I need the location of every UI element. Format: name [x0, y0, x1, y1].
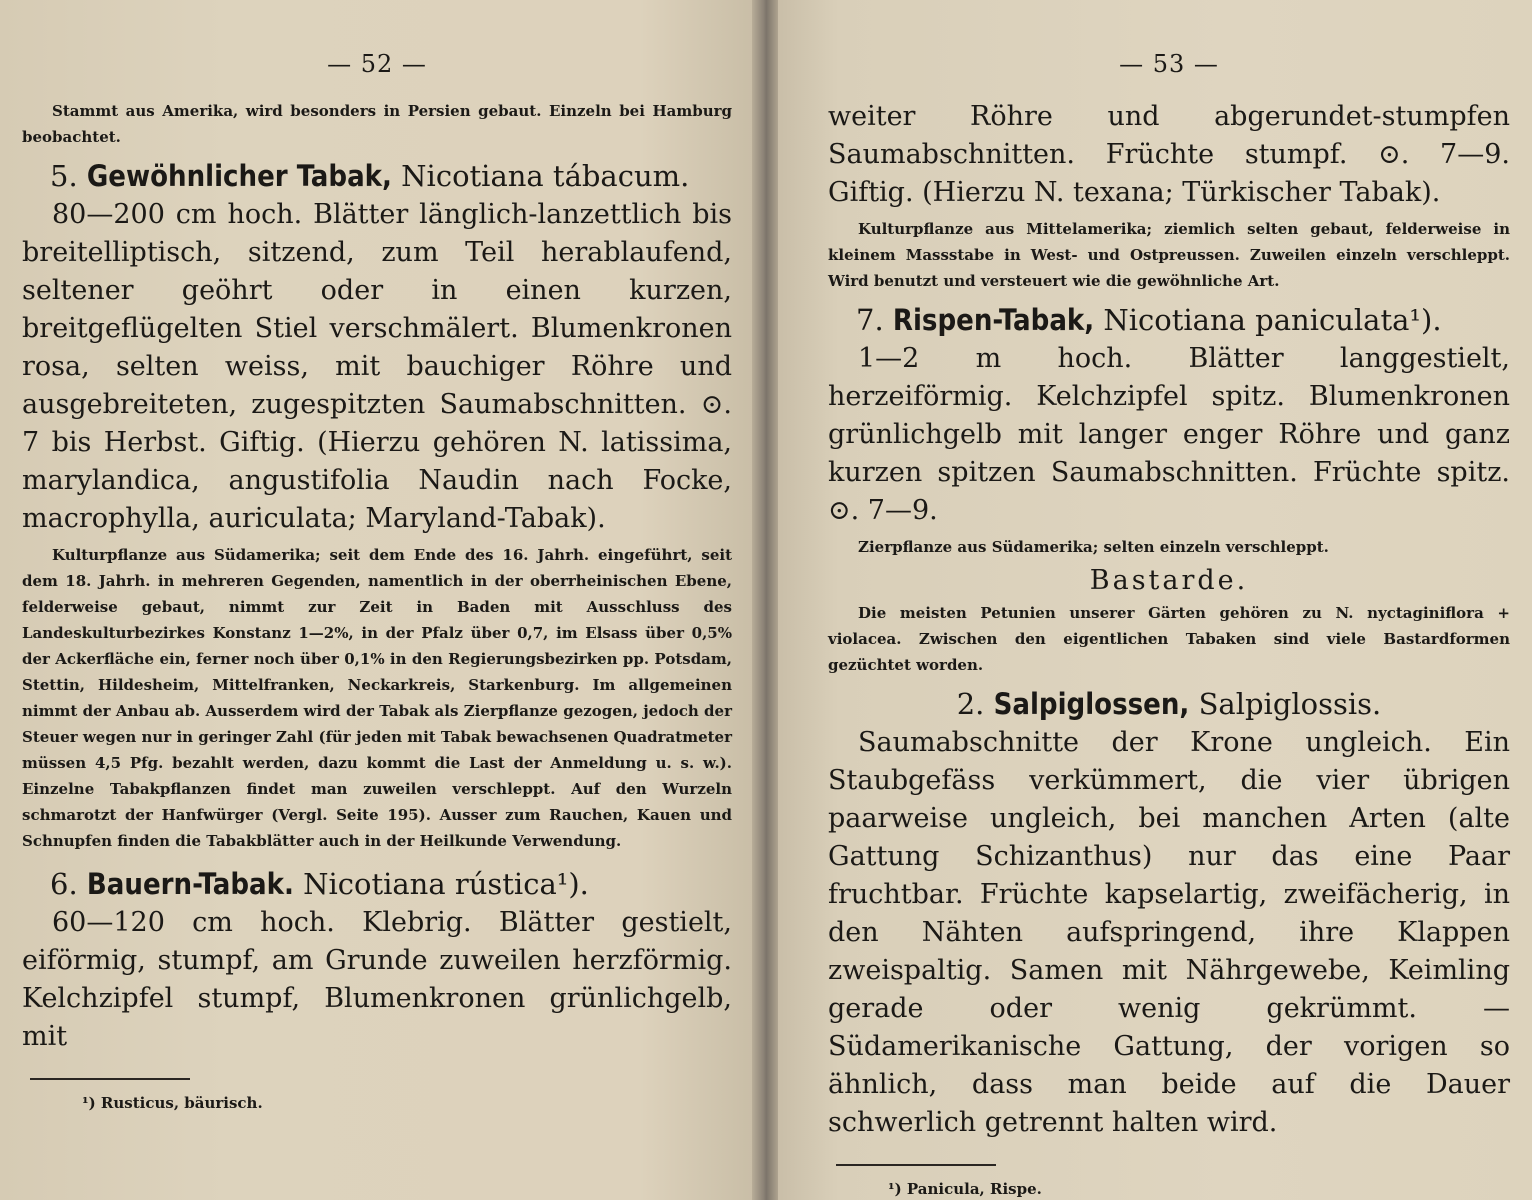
species-heading-6	[22, 864, 732, 904]
species-heading-5	[22, 156, 732, 196]
intro-note: Stammt aus Amerika, wird besonders in Persien gebaut. Einzeln bei Hamburg beobachtet.	[22, 102, 732, 146]
page-number: — 52 —	[327, 50, 427, 78]
page-number: — 53 —	[1119, 50, 1219, 78]
species-latin: Nicotiana rústica¹).	[303, 867, 589, 901]
species-name: Rispen-Tabak,	[892, 303, 1095, 337]
footnote: ¹) Rusticus, bäurisch.	[82, 1094, 263, 1112]
species-note: Zierpflanze aus Südamerika; selten einzeln verschleppt.	[858, 538, 1329, 556]
species-number: 7.	[856, 303, 884, 337]
species-description: 1—2 m hoch. Blätter langgestielt, herzeiförmig. Kelchzipfel spitz. Blumenkronen grünlichgelb mit langer enger Röhre und ganz kurzen spitzen Saumabschnitten. Früchte spitz. ⊙. 7—9.	[828, 343, 1510, 526]
species-number: 6.	[50, 867, 78, 901]
section-heading-bastarde: Bastarde.	[1089, 565, 1249, 596]
genus-heading-2	[828, 684, 1510, 724]
species-latin: Nicotiana paniculata¹).	[1103, 303, 1442, 337]
book-gutter	[752, 0, 778, 1200]
genus-latin: Salpiglossis.	[1198, 687, 1382, 721]
species-name: Bauern-Tabak.	[86, 867, 294, 901]
species-latin: Nicotiana tábacum.	[401, 159, 690, 193]
footnote-rule	[30, 1078, 190, 1080]
footnote-rule	[836, 1164, 996, 1166]
bastarde-note: Die meisten Petunien unserer Gärten gehören zu N. nyctaginiflora + violacea. Zwischen den eigentlichen Tabaken sind viele Bastardformen gezüchtet worden.	[828, 604, 1510, 674]
species-note: Kulturpflanze aus Südamerika; seit dem Ende des 16. Jahrh. eingeführt, seit dem 18. Jahrh. in mehreren Gegenden, namentlich in der oberrheinischen Ebene, felderweise gebaut, nimmt zur Zeit in Baden mit Ausschluss des Landeskulturbezirkes Konstanz 1—2%, in der Pfalz über 0,7, im Elsass über 0,5% der Ackerfläche ein, ferner noch über 0,1% in den Regierungsbezirken pp. Potsdam, Stettin, Hildesheim, Mittelfranken, Neckarkreis, Starkenburg. Im allgemeinen nimmt der Anbau ab. Ausserdem wird der Tabak als Zierpflanze gezogen, jedoch der Steuer wegen nur in geringer Zahl (für jeden mit Tabak bewachsenen Quadratmeter müssen 4,5 Pfg. bezahlt werden, dazu kommt die Last der Anmeldung u. s. w.). Einzelne Tabakpflanzen findet man zuweilen verschleppt. Auf den Wurzeln schmarotzt der Hanfwürger (Vergl. Seite 195). Ausser zum Rauchen, Kauen und Schnupfen finden die Tabakblätter auch in der Heilkunde Verwendung.	[22, 546, 732, 850]
species-description: 80—200 cm hoch. Blätter länglich-lanzettlich bis breitelliptisch, sitzend, zum Teil herablaufend, seltener geöhrt oder in einen kurzen, breitgeflügelten Stiel verschmälert. Blumenkronen rosa, selten weiss, mit bauchiger Röhre und ausgebreiteten, zugespitzten Saumabschnitten. ⊙. 7 bis Herbst. Giftig. (Hierzu gehören N. latissima, marylandica, angustifolia Naudin nach Focke, macrophylla, auriculata; Maryland-Tabak).	[22, 199, 732, 534]
genus-name: Salpiglossen,	[993, 687, 1190, 721]
species-heading-7	[828, 300, 1510, 340]
species-number: 5.	[50, 159, 78, 193]
right-page	[778, 0, 1532, 1200]
left-page	[0, 0, 752, 1200]
continued-description: weiter Röhre und abgerundet-stumpfen Saumabschnitten. Früchte stumpf. ⊙. 7—9. Giftig. (Hierzu N. texana; Türkischer Tabak).	[828, 101, 1510, 208]
species-description: 60—120 cm hoch. Klebrig. Blätter gestielt, eiförmig, stumpf, am Grunde zuweilen herzförmig. Kelchzipfel stumpf, Blumenkronen grünlichgelb, mit	[22, 907, 732, 1052]
genus-description: Saumabschnitte der Krone ungleich. Ein Staubgefäss verkümmert, die vier übrigen paarweise ungleich, bei manchen Arten (alte Gattung Schizanthus) nur das eine Paar fruchtbar. Früchte kapselartig, zweifächerig, in den Nähten aufspringend, ihre Klappen zweispaltig. Samen mit Nährgewebe, Keimling gerade oder wenig gekrümmt. — Südamerikanische Gattung, der vorigen so ähnlich, dass man beide auf die Dauer schwerlich getrennt halten wird.	[828, 727, 1510, 1138]
species-name: Gewöhnlicher Tabak,	[86, 159, 392, 193]
continued-note: Kulturpflanze aus Mittelamerika; ziemlich selten gebaut, felderweise in kleinem Massstabe in West- und Ostpreussen. Zuweilen einzeln verschleppt. Wird benutzt und versteuert wie die gewöhnliche Art.	[828, 220, 1510, 290]
genus-number: 2.	[956, 687, 985, 721]
footnote: ¹) Panicula, Rispe.	[888, 1180, 1042, 1198]
